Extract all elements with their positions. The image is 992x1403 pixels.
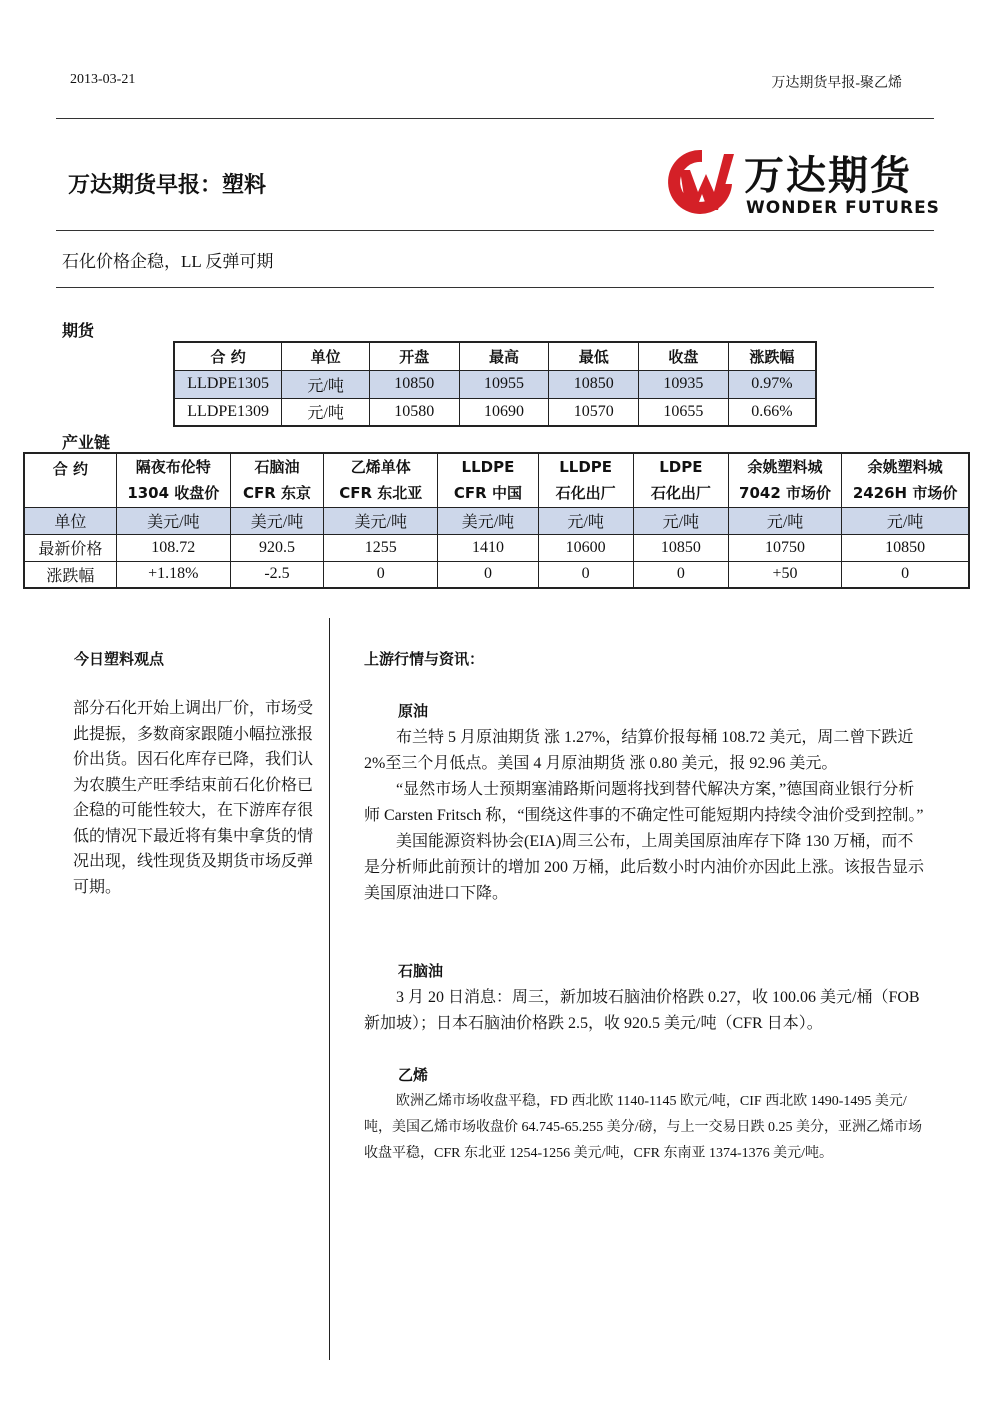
table-cell: 0 (633, 561, 728, 588)
header-line: 隔夜布伦特 (135, 458, 211, 477)
table-cell: 0 (842, 561, 969, 588)
table-header: 收盘 (639, 342, 729, 370)
header-line: 合 约 (52, 460, 88, 478)
header-line: 余姚塑料城 (867, 458, 943, 477)
table-header (538, 453, 633, 507)
table-cell: LLDPE1309 (174, 398, 282, 426)
header-line: 石脑油 (254, 458, 300, 477)
report-name: 万达期货早报-聚乙烯 (771, 76, 902, 91)
table-cell: 0 (538, 561, 633, 588)
table-row (24, 534, 969, 561)
table-cell: 10850 (369, 370, 459, 398)
header-line: LDPE (659, 458, 703, 477)
table-cell: 10955 (459, 370, 549, 398)
table-cell: 元/吨 (842, 507, 969, 534)
ethylene-paragraph: 欧洲乙烯市场收盘平稳，FD 西北欧 1140-1145 欧元/吨，CIF 西北欧 1490-1495 美元/吨，美国乙烯市场收盘价 64.745-65.255 美分/磅，与上一交易日跌 0.25 美分，亚洲乙烯市场收盘平稳，CFR 东北亚 1254-1256 美元/吨，CFR 东南亚 1374-1376 美元/吨。 (364, 1094, 923, 1161)
industry-table (23, 452, 970, 589)
header-line: CFR 中国 (453, 484, 522, 503)
crude-paragraph: “显然市场人士预期塞浦路斯问题将找到替代解决方案，”德国商业银行分析师 Carsten Fritsch 称，“围绕这件事的不确定性可能短期内持续令油价受到控制。” (364, 781, 924, 824)
page-subtitle: 石化价格企稳，LL 反弹可期 (62, 252, 274, 271)
table-cell: +50 (728, 561, 841, 588)
crude-title: 原油 (398, 702, 429, 720)
table-row (174, 398, 816, 426)
table-cell: 美元/吨 (438, 507, 538, 534)
view-heading: 今日塑料观点 (74, 650, 165, 668)
table-cell: 0.66% (728, 398, 816, 426)
table-header (633, 453, 728, 507)
table-cell: 涨跌幅 (24, 561, 116, 588)
table-cell: 美元/吨 (324, 507, 438, 534)
naphtha-title: 石脑油 (398, 962, 444, 980)
table-header (230, 453, 323, 507)
table-row (24, 507, 969, 534)
table-header (116, 453, 230, 507)
industry-header-row (24, 453, 969, 507)
header-line: 7042 市场价 (739, 484, 832, 503)
table-header: 最低 (549, 342, 639, 370)
table-cell: 10690 (459, 398, 549, 426)
table-header: 开盘 (369, 342, 459, 370)
table-cell: 10850 (549, 370, 639, 398)
table-cell: -2.5 (230, 561, 323, 588)
header-line: 石化出厂 (650, 484, 711, 503)
header-line: 2426H 市场价 (852, 484, 958, 503)
table-header (438, 453, 538, 507)
table-row (24, 561, 969, 588)
header-line: CFR 东京 (243, 484, 312, 503)
table-header: 最高 (459, 342, 549, 370)
table-cell: 元/吨 (538, 507, 633, 534)
futures-table (173, 341, 817, 427)
report-date: 2013-03-21 (70, 72, 136, 87)
table-cell: +1.18% (116, 561, 230, 588)
table-row (174, 370, 816, 398)
table-cell: 10655 (639, 398, 729, 426)
table-cell: 108.72 (116, 534, 230, 561)
table-header (842, 453, 969, 507)
futures-label: 期货 (62, 321, 95, 340)
table-cell: 最新价格 (24, 534, 116, 561)
table-header (728, 453, 841, 507)
header-line: LLDPE (559, 458, 613, 477)
table-cell: LLDPE1305 (174, 370, 282, 398)
table-header (324, 453, 438, 507)
table-cell: 1255 (324, 534, 438, 561)
ethylene-title: 乙烯 (398, 1066, 429, 1084)
table-cell: 10600 (538, 534, 633, 561)
table-header: 合 约 (174, 342, 282, 370)
wonder-logo-icon (658, 140, 740, 222)
header-divider (56, 118, 934, 119)
table-cell: 美元/吨 (116, 507, 230, 534)
crude-section (364, 700, 924, 907)
header-line: 余姚塑料城 (747, 458, 823, 477)
table-cell: 0.97% (728, 370, 816, 398)
crude-paragraph: 布兰特 5 月原油期货 涨 1.27%，结算价报每桶 108.72 美元，周二曾下跌近 2%至三个月低点。美国 4 月原油期货 涨 0.80 美元，报 92.96 美元。 (364, 729, 914, 772)
table-cell: 单位 (24, 507, 116, 534)
industry-label: 产业链 (62, 433, 111, 452)
table-header (24, 453, 116, 507)
table-cell: 元/吨 (633, 507, 728, 534)
table-cell: 美元/吨 (230, 507, 323, 534)
company-logo (658, 140, 938, 222)
table-header: 单位 (282, 342, 370, 370)
header-line: 石化出厂 (555, 484, 616, 503)
ethylene-section (364, 1064, 924, 1167)
table-cell: 10850 (842, 534, 969, 561)
table-cell: 1410 (438, 534, 538, 561)
table-cell: 10580 (369, 398, 459, 426)
table-header: 涨跌幅 (728, 342, 816, 370)
crude-paragraph: 美国能源资料协会(EIA)周三公布，上周美国原油库存下降 130 万桶，而不是分析师此前预计的增加 200 万桶，此后数小时内油价亦因此上涨。该报告显示美国原油进口下降。 (364, 833, 925, 902)
header-line: CFR 东北亚 (339, 484, 423, 503)
table-cell: 元/吨 (282, 398, 370, 426)
column-divider (329, 618, 330, 1360)
table-cell: 元/吨 (282, 370, 370, 398)
header-line: 1304 收盘价 (127, 484, 220, 503)
page-title: 万达期货早报：塑料 (68, 173, 267, 198)
news-heading: 上游行情与资讯： (364, 650, 485, 668)
table-cell: 10750 (728, 534, 841, 561)
table-cell: 920.5 (230, 534, 323, 561)
logo-text-en: WONDER FUTURES (746, 198, 940, 218)
table-cell: 0 (438, 561, 538, 588)
view-body: 部分石化开始上调出厂价，市场受此提振，多数商家跟随小幅拉涨报价出货。因石化库存已降，我们认为农膜生产旺季结束前石化价格已企稳的可能性较大，在下游库存很低的情况下最近将有集中拿货的情况出现，线性现货及期货市场反弹可期。 (73, 700, 314, 896)
table-cell: 10570 (549, 398, 639, 426)
news-column (364, 648, 925, 1161)
naphtha-section (364, 960, 924, 1037)
title-divider (56, 230, 934, 231)
naphtha-paragraph: 3 月 20 日消息：周三，新加坡石脑油价格跌 0.27，收 100.06 美元/桶（FOB 新加坡）；日本石脑油价格跌 2.5，收 920.5 美元/吨（CFR 日本）。 (364, 989, 920, 1032)
futures-header-row (174, 342, 816, 370)
table-cell: 10935 (639, 370, 729, 398)
header-line: 乙烯单体 (350, 458, 411, 477)
logo-text-cn: 万达期货 (744, 153, 912, 199)
table-cell: 10850 (633, 534, 728, 561)
subtitle-divider (56, 287, 934, 288)
table-cell: 0 (324, 561, 438, 588)
header-line: LLDPE (461, 458, 515, 477)
table-cell: 元/吨 (728, 507, 841, 534)
